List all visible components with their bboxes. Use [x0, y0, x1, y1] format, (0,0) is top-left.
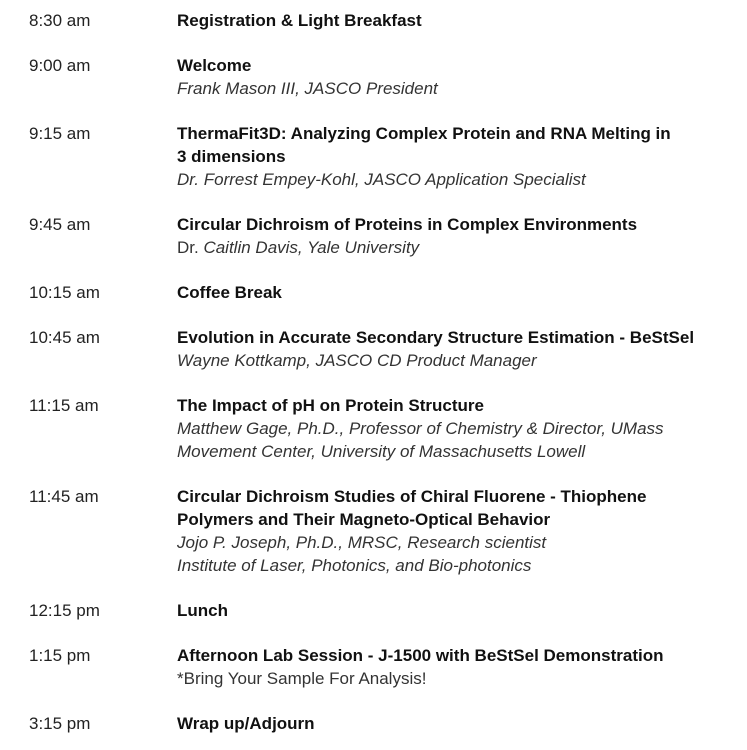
- session-speaker-line-1: Matthew Gage, Ph.D., Professor of Chemistry & Director, UMass: [177, 419, 664, 438]
- session-title: Wrap up/Adjourn: [177, 714, 315, 733]
- session-content: [177, 9, 747, 32]
- session-time: 8:30 am: [29, 11, 91, 30]
- session-title: Registration & Light Breakfast: [177, 11, 422, 30]
- session-time: 11:45 am: [29, 487, 99, 506]
- session-content: [177, 599, 747, 622]
- agenda-row-ph-impact: [0, 394, 747, 463]
- agenda-row-wrap-up: [0, 712, 747, 735]
- session-title-line-1: Circular Dichroism Studies of Chiral Fluorene - Thiophene: [177, 487, 647, 506]
- session-title: Afternoon Lab Session - J-1500 with BeStSel Demonstration: [177, 646, 664, 665]
- agenda-row-welcome: [0, 54, 747, 100]
- speaker-prefix: Dr.: [177, 238, 204, 257]
- session-time: 3:15 pm: [29, 714, 91, 733]
- session-speaker-line-2: Institute of Laser, Photonics, and Bio-photonics: [177, 556, 532, 575]
- agenda-row-lab-session: [0, 644, 747, 690]
- session-speaker-line-2: Movement Center, University of Massachusetts Lowell: [177, 442, 586, 461]
- session-content: [177, 122, 747, 191]
- session-time: 10:15 am: [29, 283, 100, 302]
- session-speaker: Frank Mason III, JASCO President: [177, 79, 438, 98]
- session-note: *Bring Your Sample For Analysis!: [177, 669, 427, 688]
- session-title-line-2: Polymers and Their Magneto-Optical Behavior: [177, 510, 551, 529]
- session-time: 12:15 pm: [29, 601, 100, 620]
- session-content: [177, 326, 747, 372]
- session-speaker: [177, 236, 747, 259]
- agenda-row-lunch: [0, 599, 747, 622]
- session-content: [177, 394, 747, 463]
- session-content: [177, 712, 747, 735]
- agenda-row-cd-proteins: [0, 213, 747, 259]
- session-time: 9:00 am: [29, 56, 91, 75]
- session-title: The Impact of pH on Protein Structure: [177, 396, 484, 415]
- session-title: Lunch: [177, 601, 228, 620]
- session-content: [177, 54, 747, 100]
- session-title: Coffee Break: [177, 283, 282, 302]
- session-title: Evolution in Accurate Secondary Structure Estimation - BeStSel: [177, 328, 695, 347]
- agenda-row-bestsel: [0, 326, 747, 372]
- session-speaker: Wayne Kottkamp, JASCO CD Product Manager: [177, 351, 537, 370]
- agenda-row-coffee-break: [0, 281, 747, 304]
- session-speaker: Dr. Forrest Empey-Kohl, JASCO Application Specialist: [177, 170, 586, 189]
- agenda-row-thermafit3d: [0, 122, 747, 191]
- agenda-row-chiral-fluorene: [0, 485, 747, 577]
- session-content: [177, 281, 747, 304]
- session-title-line-1: ThermaFit3D: Analyzing Complex Protein and RNA Melting in: [177, 124, 671, 143]
- session-content: [177, 644, 747, 690]
- agenda-row-registration: [0, 9, 747, 32]
- session-content: [177, 485, 747, 577]
- session-time: 9:45 am: [29, 215, 91, 234]
- session-time: 9:15 am: [29, 124, 91, 143]
- session-title: Welcome: [177, 56, 252, 75]
- speaker-name: Caitlin Davis, Yale University: [203, 238, 420, 257]
- session-content: [177, 213, 747, 259]
- session-time: 1:15 pm: [29, 646, 91, 665]
- session-speaker-line-1: Jojo P. Joseph, Ph.D., MRSC, Research scientist: [177, 533, 547, 552]
- session-time: 11:15 am: [29, 396, 99, 415]
- session-title: Circular Dichroism of Proteins in Complex Environments: [177, 215, 638, 234]
- session-title-line-2: 3 dimensions: [177, 147, 286, 166]
- session-time: 10:45 am: [29, 328, 100, 347]
